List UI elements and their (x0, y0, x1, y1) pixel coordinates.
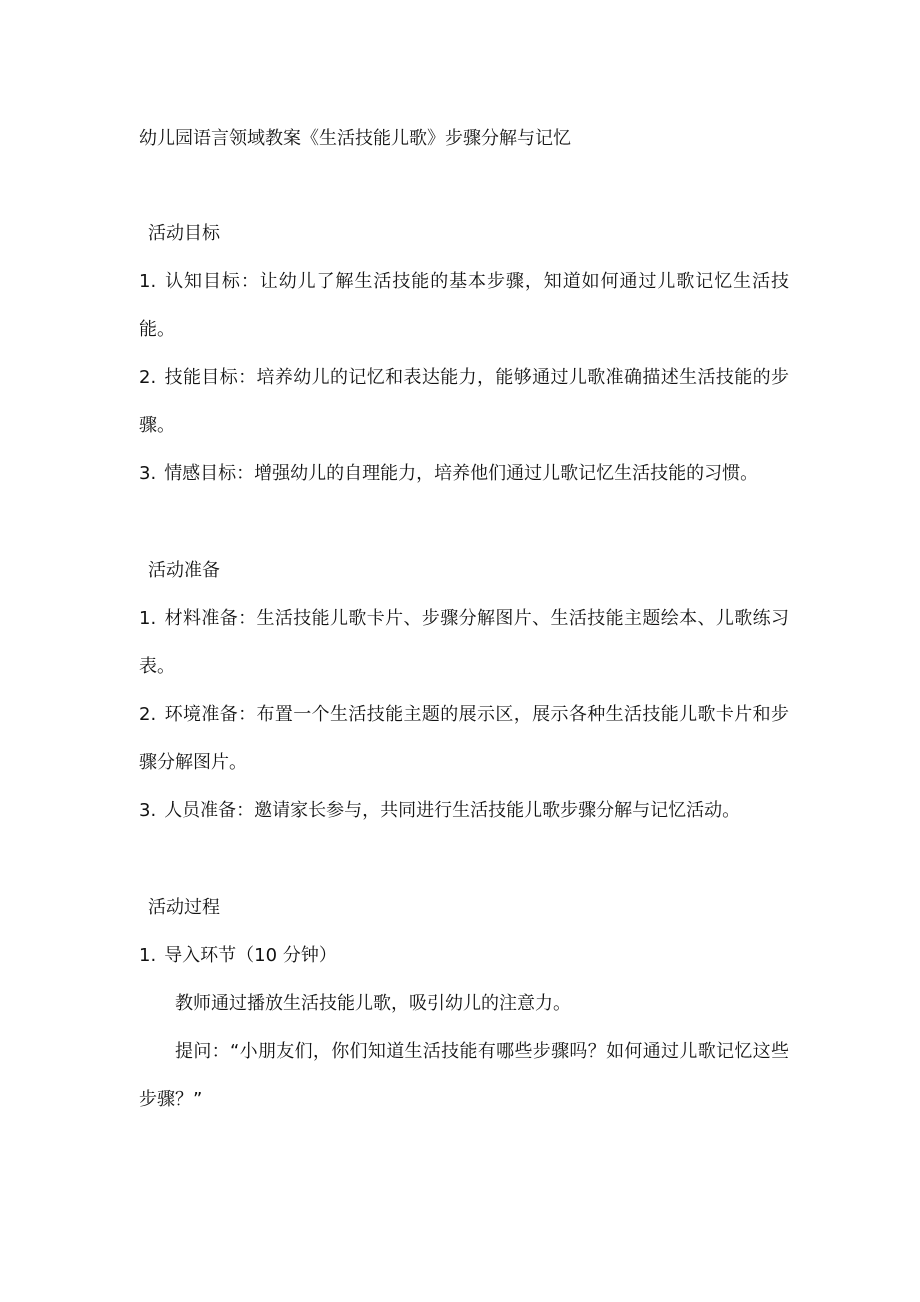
section-heading-process: 活动过程 (148, 897, 220, 918)
section-heading-objectives: 活动目标 (148, 223, 220, 244)
body-paragraph: 提问：“小朋友们，你们知道生活技能有哪些步骤吗？如何通过儿歌记忆这些步骤？” (139, 1041, 789, 1110)
list-item-text: 人员准备：邀请家长参与，共同进行生活技能儿歌步骤分解与记忆活动。 (164, 800, 741, 821)
list-item-number: 1. (139, 608, 157, 629)
list-item (139, 691, 789, 787)
list-item (139, 932, 789, 980)
list-item-text: 认知目标：让幼儿了解生活技能的基本步骤，知道如何通过儿歌记忆生活技能。 (139, 271, 789, 340)
list-item (139, 354, 789, 450)
list-item (139, 258, 789, 354)
list-item-number: 2. (139, 367, 157, 388)
body-paragraph: 教师通过播放生活技能儿歌，吸引幼儿的注意力。 (175, 993, 571, 1014)
list-item (139, 450, 789, 498)
list-item-text: 技能目标：培养幼儿的记忆和表达能力，能够通过儿歌准确描述生活技能的步骤。 (139, 367, 789, 436)
list-item-text: 导入环节（10 分钟） (164, 945, 337, 966)
section-heading-preparation: 活动准备 (148, 560, 220, 581)
list-item-number: 2. (139, 704, 157, 725)
list-item (139, 787, 789, 835)
list-item-text: 情感目标：增强幼儿的自理能力，培养他们通过儿歌记忆生活技能的习惯。 (164, 463, 759, 484)
list-item-number: 1. (139, 271, 157, 292)
list-item-number: 3. (139, 463, 157, 484)
list-item (139, 595, 789, 691)
list-item-text: 材料准备：生活技能儿歌卡片、步骤分解图片、生活技能主题绘本、儿歌练习表。 (139, 608, 789, 677)
list-item-number: 1. (139, 945, 157, 966)
list-item-number: 3. (139, 800, 157, 821)
list-item-text: 环境准备：布置一个生活技能主题的展示区，展示各种生活技能儿歌卡片和步骤分解图片。 (139, 704, 789, 773)
document-title: 幼儿园语言领域教案《生活技能儿歌》步骤分解与记忆 (139, 128, 571, 149)
